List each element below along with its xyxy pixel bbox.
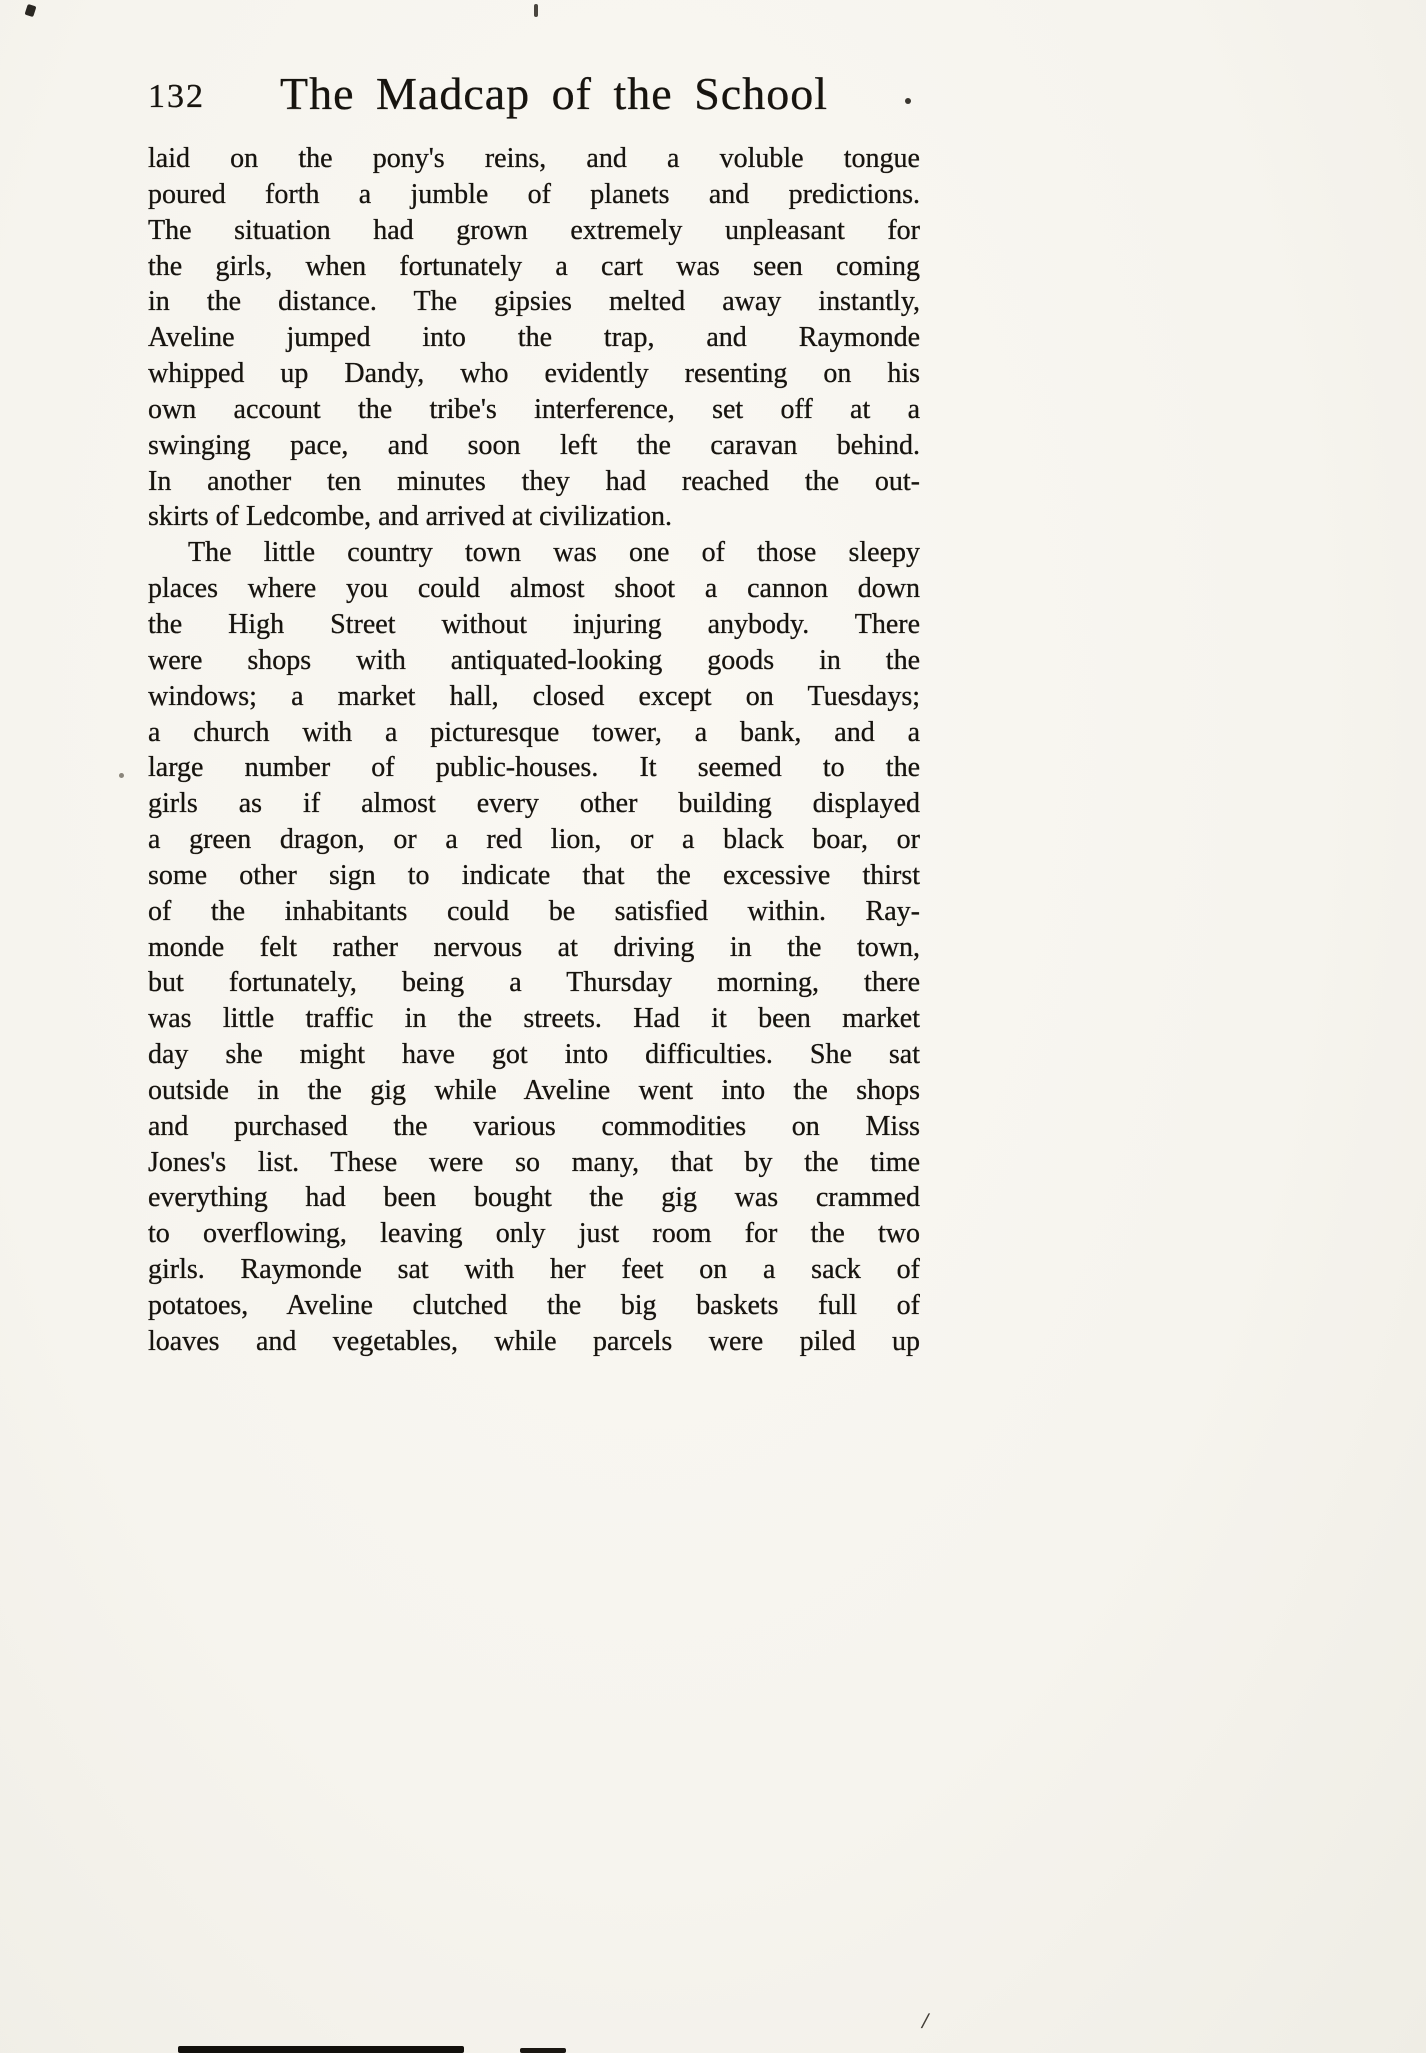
text-line: poured forth a jumble of planets and predictions. bbox=[148, 178, 920, 210]
text-line: to overflowing, leaving only just room for the two bbox=[148, 1218, 920, 1250]
text-line: in the distance. The gipsies melted away instantly, bbox=[148, 286, 920, 318]
page-title: The Madcap of the School bbox=[280, 68, 828, 119]
text-line: swinging pace, and soon left the caravan behind. bbox=[148, 429, 920, 461]
text-line: a church with a picturesque tower, a bank, and a bbox=[148, 716, 920, 748]
scan-artifact-dot bbox=[119, 773, 124, 778]
paragraph bbox=[148, 141, 920, 535]
scan-artifact-speck bbox=[534, 4, 538, 17]
text-line: loaves and vegetables, while parcels were piled up bbox=[148, 1325, 920, 1357]
text-line: outside in the gig while Aveline went into the shops bbox=[148, 1074, 920, 1106]
text-line: but fortunately, being a Thursday morning, there bbox=[148, 967, 920, 999]
text-line: the girls, when fortunately a cart was seen coming bbox=[148, 250, 920, 282]
page-number: 132 bbox=[148, 78, 205, 115]
text-line: a green dragon, or a red lion, or a black boar, or bbox=[148, 824, 920, 856]
scan-artifact-speck bbox=[25, 4, 37, 17]
text-line: of the inhabitants could be satisfied within. Ray- bbox=[148, 895, 920, 927]
text-line: and purchased the various commodities on Miss bbox=[148, 1110, 920, 1142]
text-line: day she might have got into difficulties. She sat bbox=[148, 1039, 920, 1071]
text-line: some other sign to indicate that the excessive thirst bbox=[148, 859, 920, 891]
text-line: laid on the pony's reins, and a voluble tongue bbox=[148, 143, 920, 174]
text-line: the High Street without injuring anybody. There bbox=[148, 608, 920, 640]
text-line: Jones's list. These were so many, that by the time bbox=[148, 1146, 920, 1178]
scan-artifact-bar bbox=[520, 2048, 566, 2053]
text-line: were shops with antiquated-looking goods in the bbox=[148, 644, 920, 676]
text-line: girls. Raymonde sat with her feet on a sack of bbox=[148, 1254, 920, 1286]
text-block bbox=[148, 141, 920, 1360]
scan-artifact-bar bbox=[178, 2046, 464, 2053]
text-line: The situation had grown extremely unpleasant for bbox=[148, 214, 920, 246]
text-line: girls as if almost every other building displayed bbox=[148, 788, 920, 820]
text-line: own account the tribe's interference, set off at a bbox=[148, 393, 920, 425]
paragraph bbox=[148, 535, 920, 1359]
text-line: whipped up Dandy, who evidently resenting on his bbox=[148, 358, 920, 390]
text-line: places where you could almost shoot a cannon down bbox=[148, 573, 920, 605]
text-line: Aveline jumped into the trap, and Raymonde bbox=[148, 322, 920, 354]
text-line: The little country town was one of those sleepy bbox=[188, 537, 920, 569]
text-line: was little traffic in the streets. Had it been market bbox=[148, 1003, 920, 1035]
text-line: monde felt rather nervous at driving in the town, bbox=[148, 931, 920, 963]
running-head bbox=[148, 58, 920, 120]
text-line: skirts of Ledcombe, and arrived at civilization. bbox=[148, 501, 673, 533]
text-line: In another ten minutes they had reached the out- bbox=[148, 465, 920, 497]
text-line: windows; a market hall, closed except on Tuesdays; bbox=[148, 680, 920, 712]
scan-artifact-slash: / bbox=[922, 2008, 929, 2033]
text-line: large number of public-houses. It seemed to the bbox=[148, 752, 920, 784]
text-line: everything had been bought the gig was crammed bbox=[148, 1182, 920, 1214]
text-line: potatoes, Aveline clutched the big baskets full of bbox=[148, 1290, 920, 1321]
